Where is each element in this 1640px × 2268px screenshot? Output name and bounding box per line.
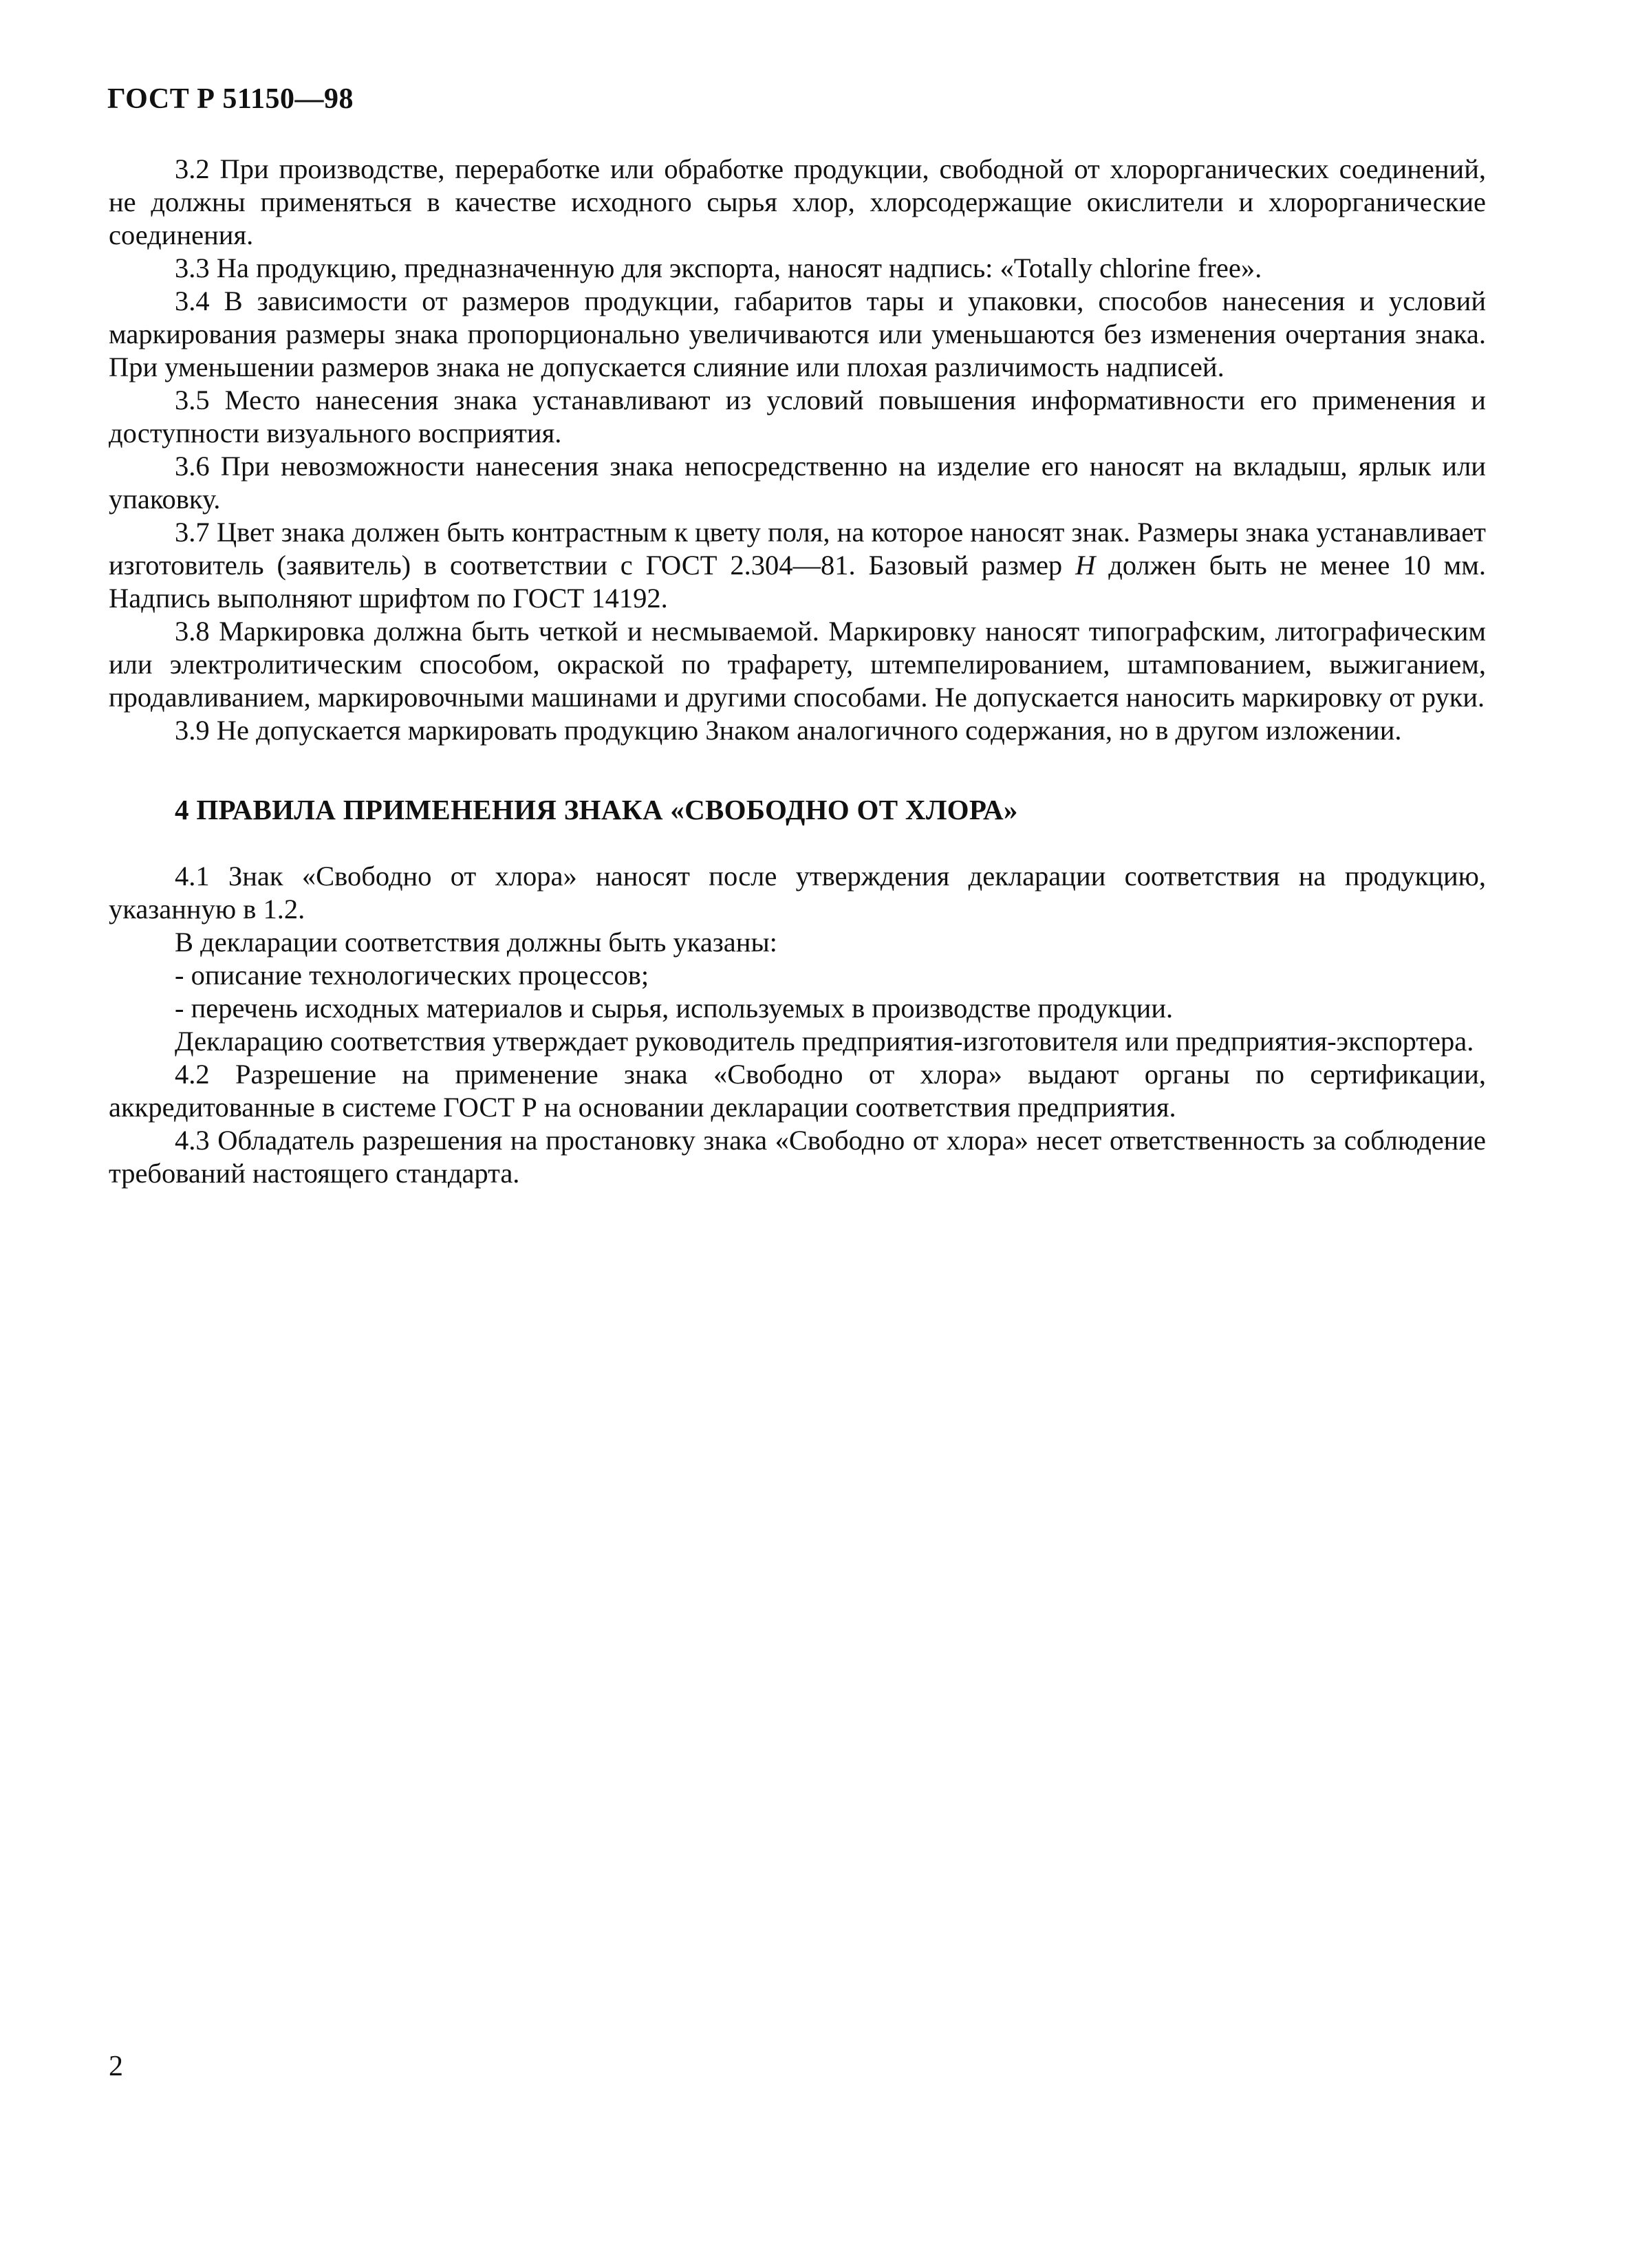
clause-3-7-text-start: 3.7 Цвет знака должен быть контрастным к цвету поля, на которое наносят знак. Размеры знака устанавливает изготовитель (заявитель) в соответствии с ГОСТ 2.304—81. Базовый размер (109, 517, 1486, 581)
clause-3-5: 3.5 Место нанесения знака устанавливают из условий повышения информативности его применения и доступности визуального восприятия. (109, 385, 1486, 449)
list-item: - перечень исходных материалов и сырья, используемых в производстве продукции. (175, 993, 1174, 1024)
page-number: 2 (109, 2051, 123, 2082)
clause-3-9: 3.9 Не допускается маркировать продукцию Знаком аналогичного содержания, но в другом изложении. (175, 715, 1402, 746)
clause-3-4: 3.4 В зависимости от размеров продукции, габаритов тары и упаковки, способов нанесения и условий маркирования размеры знака пропорционально увеличиваются или уменьшаются без изменения очертания знака. При уменьшении размеров знака не допускается слияние или плохая различимость надписей. (109, 285, 1486, 382)
clause-4-1-conclusion: Декларацию соответствия утверждает руководитель предприятия-изготовителя или предприятия-экспортера. (175, 1026, 1474, 1057)
clause-3-7 (109, 516, 1486, 615)
clause-4-3: 4.3 Обладатель разрешения на простановку знака «Свободно от хлора» несет ответственность за соблюдение требований настоящего стандарта. (109, 1125, 1486, 1189)
clause-4-2: 4.2 Разрешение на применение знака «Свободно от хлора» выдают органы по сертификации, аккредитованные в системе ГОСТ Р на основании декларации соответствия предприятия. (109, 1059, 1486, 1123)
clause-3-8: 3.8 Маркировка должна быть четкой и несмываемой. Маркировку наносят типографским, литографическим или электролитическим способом, окраской по трафарету, штемпелированием, штампованием, выжиганием, продавливанием, маркировочными машинами и другими способами. Не допускается наносить маркировку от руки. (109, 616, 1486, 713)
clause-3-6: 3.6 При невозможности нанесения знака непосредственно на изделие его наносят на вкладыш, ярлык или упаковку. (109, 451, 1486, 515)
section-4-heading: 4 ПРАВИЛА ПРИМЕНЕНИЯ ЗНАКА «СВОБОДНО ОТ ХЛОРА» (175, 794, 1018, 825)
document-body (109, 153, 1486, 1190)
base-size-symbol: Н (1075, 550, 1096, 581)
clause-3-3: 3.3 На продукцию, предназначенную для экспорта, наносят надпись: «Totally chlorine free». (175, 252, 1262, 283)
clause-3-7-text-end: должен быть не менее 10 мм. Надпись выполняют шрифтом по ГОСТ 14192. (109, 550, 1486, 614)
clause-3-2: 3.2 При производстве, переработке или обработке продукции, свободной от хлорорганических соединений, не должны применяться в качестве исходного сырья хлор, хлорсодержащие окислители и хлорорганические соединения. (109, 153, 1486, 250)
list-item: - описание технологических процессов; (175, 960, 649, 991)
clause-4-1: 4.1 Знак «Свободно от хлора» наносят после утверждения декларации соответствия на продукцию, указанную в 1.2. (109, 861, 1486, 925)
clause-4-1-list-intro: В декларации соответствия должны быть указаны: (175, 927, 777, 958)
document-code-header: ГОСТ Р 51150—98 (107, 83, 354, 115)
